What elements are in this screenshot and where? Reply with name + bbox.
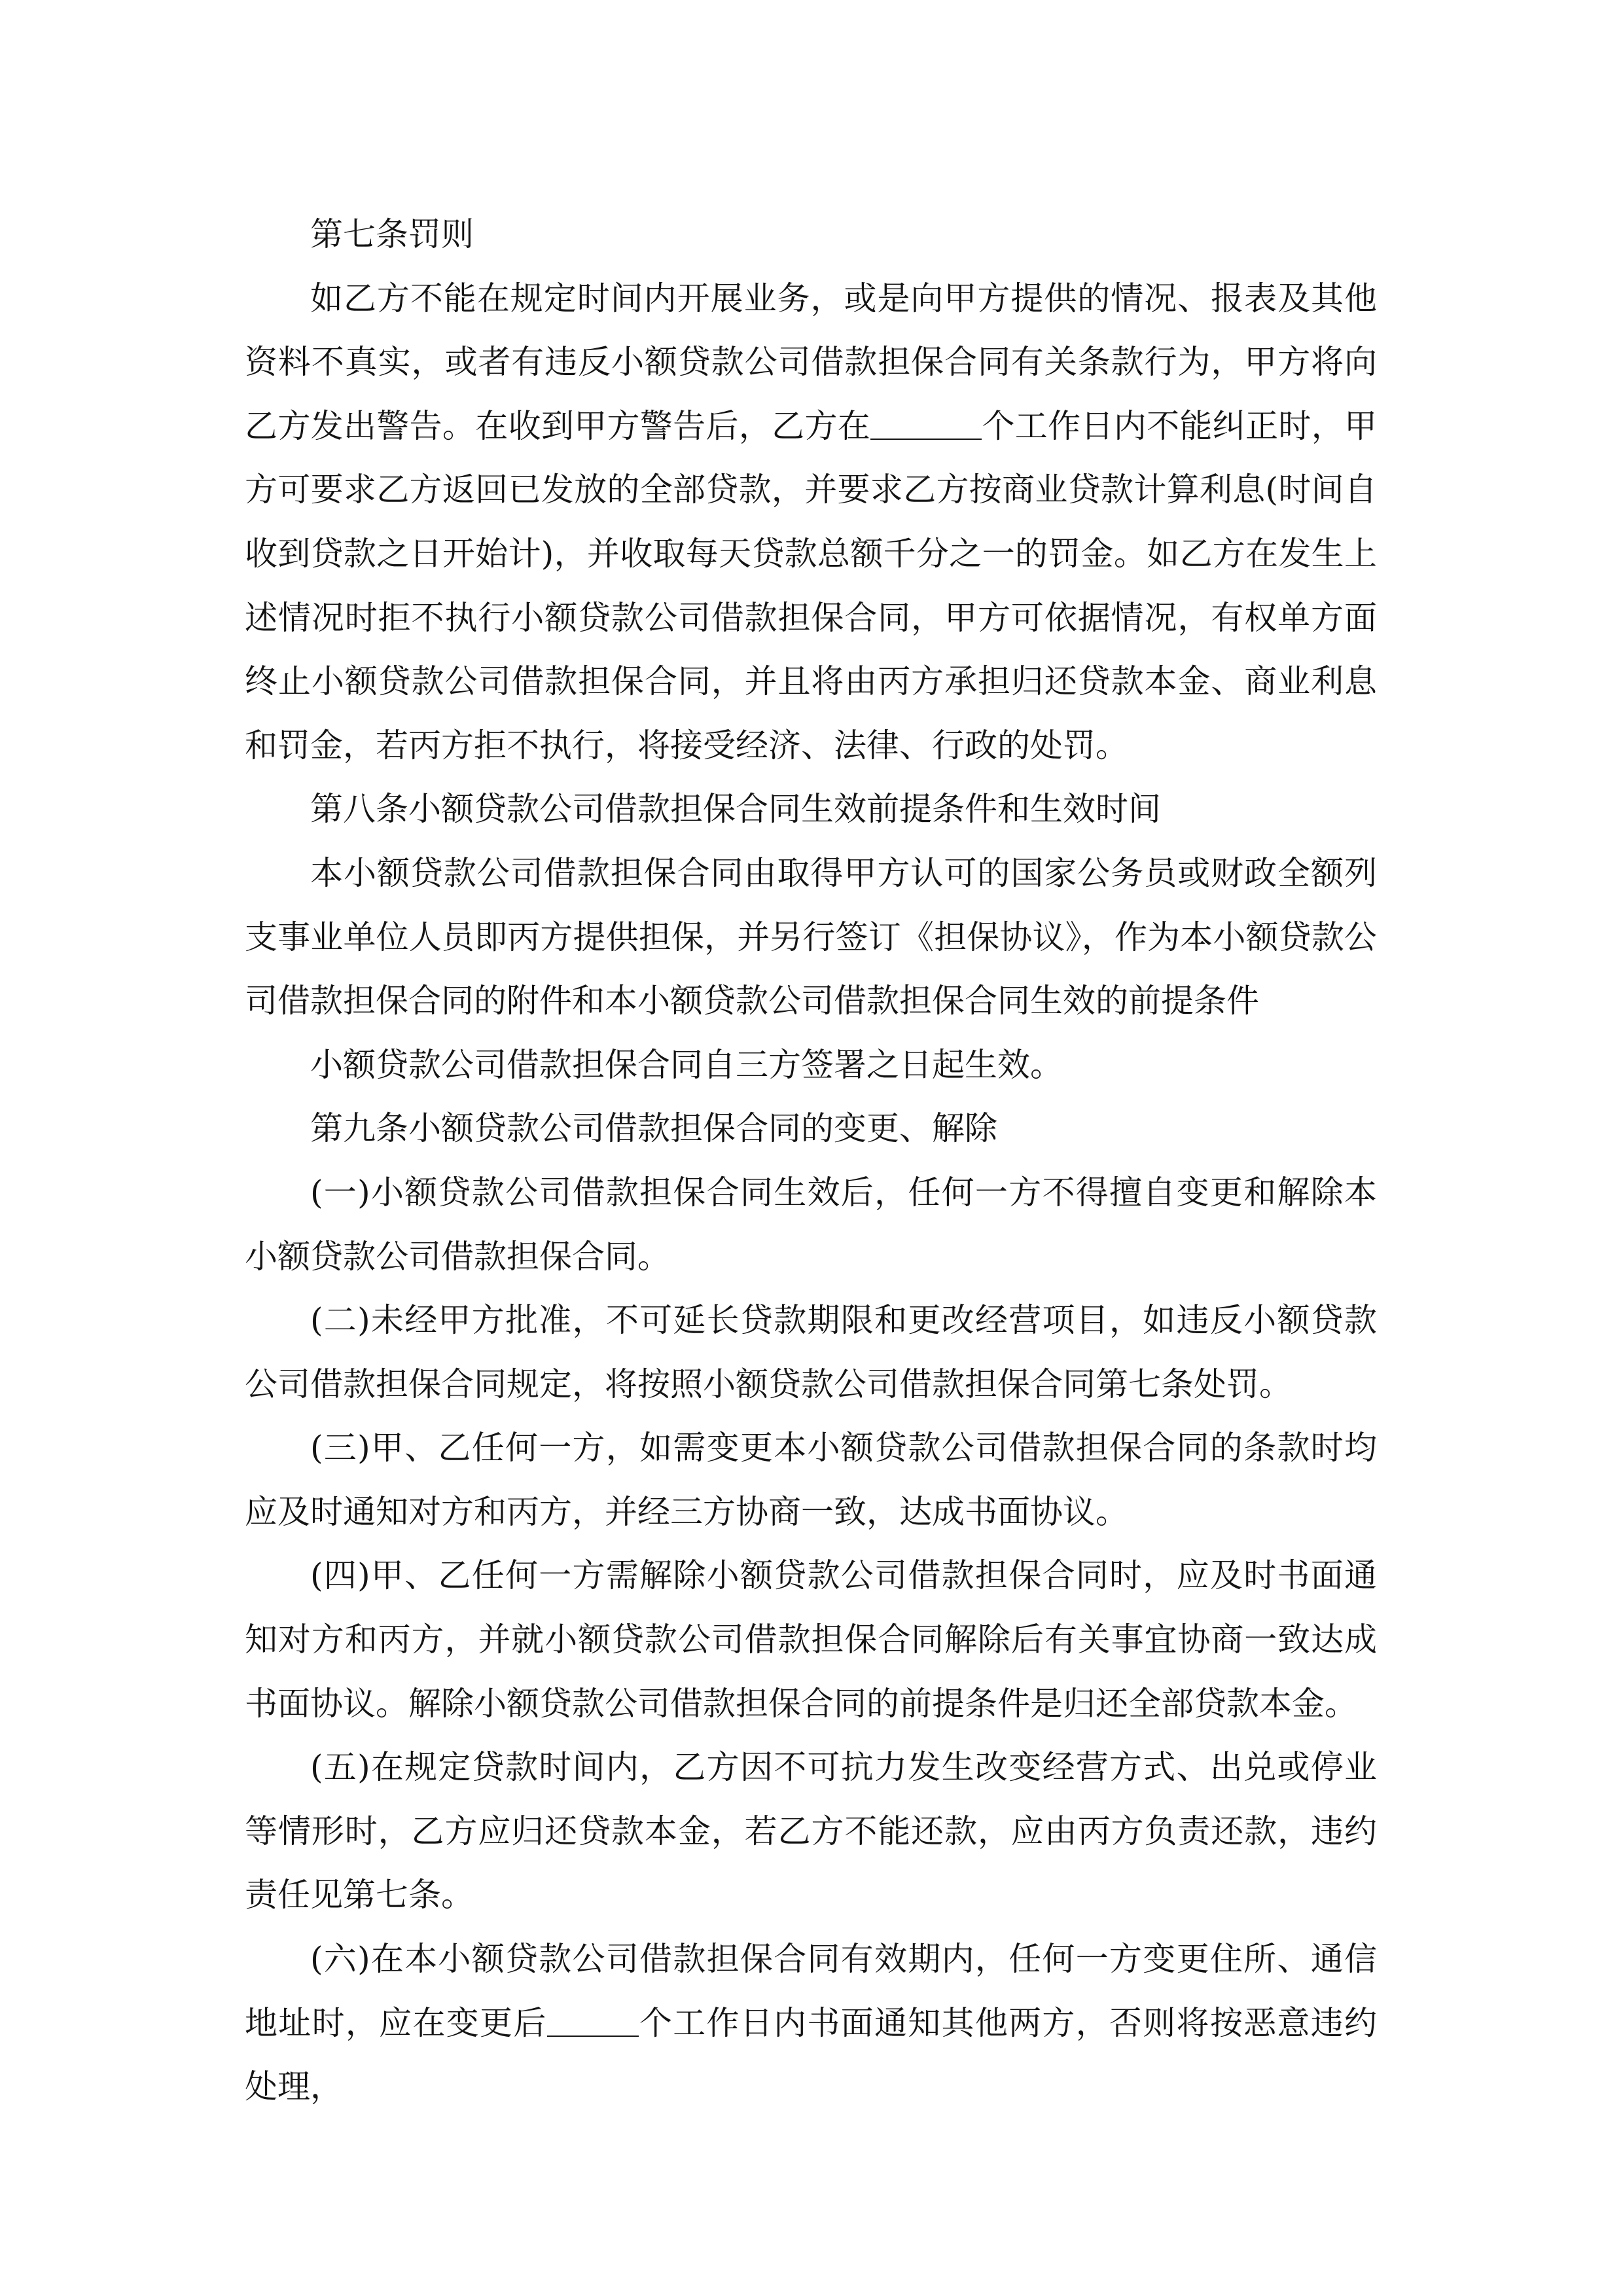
article-9-item-4: (四)甲、乙任何一方需解除小额贷款公司借款担保合同时，应及时书面通知对方和丙方，并就小额贷款公司借款担保合同解除后有关事宜协商一致达成书面协议。解除小额贷款公司借款担保合同的前提条件是归还全部贷款本金。 <box>245 1556 1377 1723</box>
article-9-item-6-text-1: (六)在本小额贷款公司借款担保合同有效期内，任何一方变更住所、通信地址时，应在变更后 <box>245 1940 1377 2042</box>
article-9-item-6-text-2: 个工作日内书面通知其他两方，否则将按恶意违约处理， <box>245 2003 1378 2106</box>
fill-in-blank-workdays[interactable] <box>870 406 982 440</box>
article-9-item-1: (一)小额贷款公司借款担保合同生效后，任何一方不得擅自变更和解除本小额贷款公司借款担保合同。 <box>245 1173 1377 1276</box>
article-7-body <box>245 267 1377 778</box>
article-8-heading: 第八条小额贷款公司借款担保合同生效前提条件和生效时间 <box>310 790 1161 829</box>
article-7-body-text-1: 如乙方不能在规定时间内开展业务，或是向甲方提供的情况、报表及其他资料不真实，或者有违反小额贷款公司借款担保合同有关条款行为，甲方将向乙方发出警告。在收到甲方警告后，乙方在 <box>245 279 1377 445</box>
article-9-item-2: (二)未经甲方批准，不可延长贷款期限和更改经营项目，如违反小额贷款公司借款担保合同规定，将按照小额贷款公司借款担保合同第七条处罚。 <box>245 1301 1377 1403</box>
article-8-paragraph-2: 小额贷款公司借款担保合同自三方签署之日起生效。 <box>310 1045 1063 1084</box>
article-9-item-3: (三)甲、乙任何一方，如需变更本小额贷款公司借款担保合同的条款时均应及时通知对方和丙方，并经三方协商一致，达成书面协议。 <box>245 1429 1377 1531</box>
fill-in-blank-notice-days[interactable] <box>547 2003 639 2037</box>
article-7-body-text-2: 个工作日内不能纠正时，甲方可要求乙方返回已发放的全部贷款，并要求乙方按商业贷款计算利息(时间自收到贷款之日开始计)，并收取每天贷款总额千分之一的罚金。如乙方在发生上述情况时拒不执行小额贷款公司借款担保合同，甲方可依据情况，有权单方面终止小额贷款公司借款担保合同，并且将由丙方承担归还贷款本金、商业利息和罚金，若丙方拒不执行，将接受经济、法律、行政的处罚。 <box>245 406 1378 764</box>
article-7-heading: 第七条罚则 <box>310 215 474 253</box>
document-body <box>245 203 1377 2119</box>
article-9-heading: 第九条小额贷款公司借款担保合同的变更、解除 <box>310 1109 997 1148</box>
article-9-item-5: (五)在规定贷款时间内，乙方因不可抗力发生改变经营方式、出兑或停业等情形时，乙方应归还贷款本金，若乙方不能还款，应由丙方负责还款，违约责任见第七条。 <box>245 1748 1377 1914</box>
article-8-paragraph-1: 本小额贷款公司借款担保合同由取得甲方认可的国家公务员或财政全额列支事业单位人员即丙方提供担保，并另行签订《担保协议》，作为本小额贷款公司借款担保合同的附件和本小额贷款公司借款担保合同生效的前提条件 <box>245 853 1377 1020</box>
article-9-item-6 <box>245 1928 1377 2119</box>
